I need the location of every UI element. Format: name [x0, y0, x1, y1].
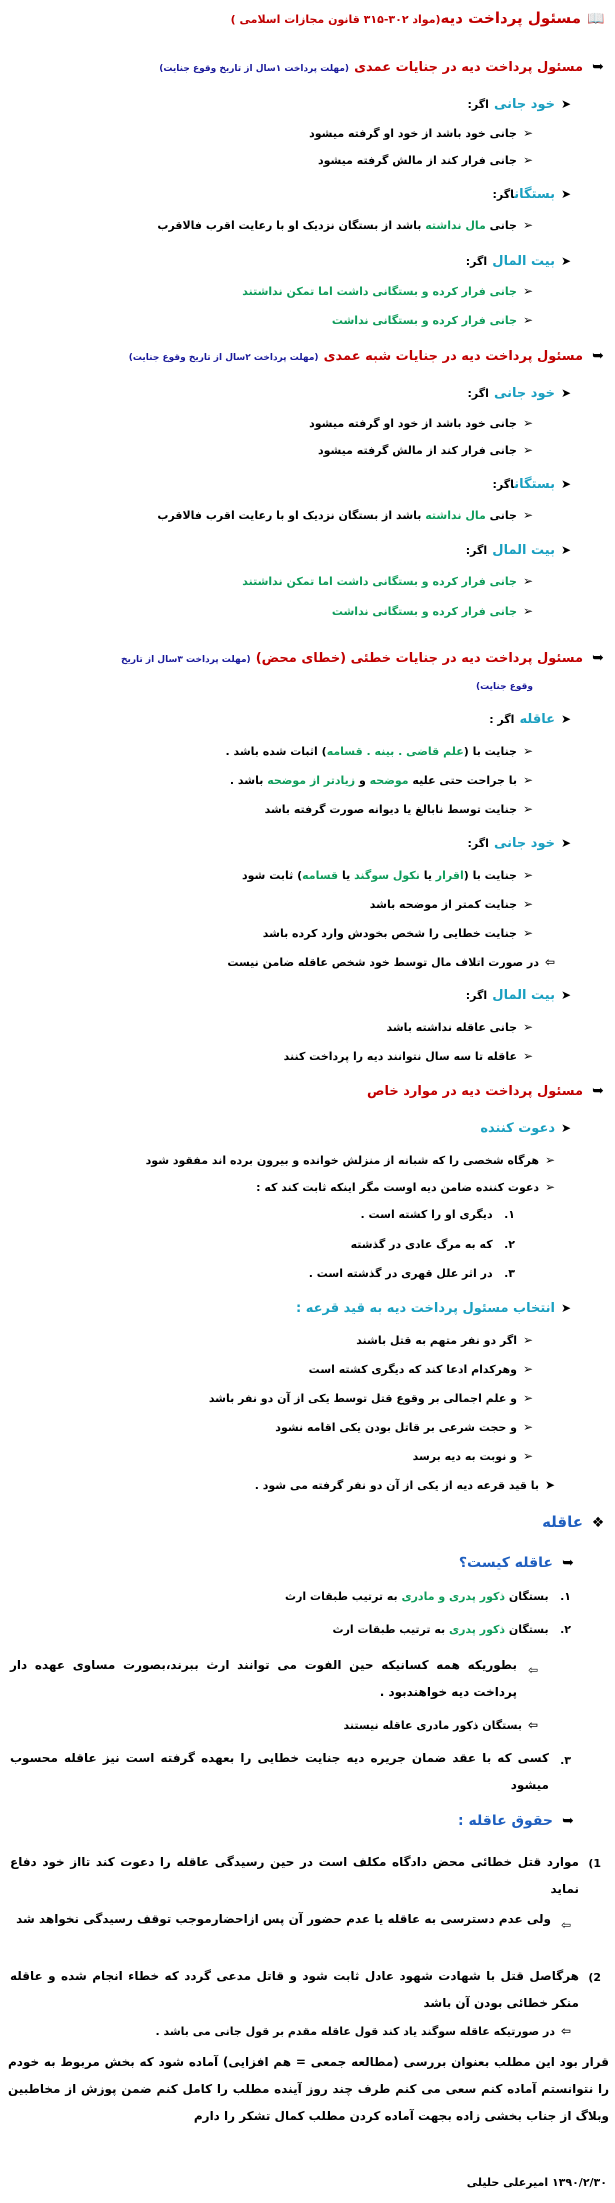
item-text: جانی فرار کند از مالش گرفته میشود	[317, 154, 517, 167]
arrow-left-icon: ⇦	[560, 2024, 572, 2038]
list-item	[0, 218, 535, 232]
page-title: مسئول پرداخت دیه	[440, 9, 581, 27]
perp-label: خود جانی	[493, 97, 555, 112]
bullet-icon: ➢	[522, 868, 534, 882]
section-special	[0, 1080, 607, 1099]
item-highlight: فرار کرده و بستگانی داشت اما تمکن نداشتند	[242, 575, 486, 588]
inviter-label: دعوت کننده	[480, 1121, 555, 1136]
item-highlight: موضحه	[369, 774, 409, 787]
item-number: ۳.	[504, 1267, 515, 1280]
list-item	[0, 1362, 535, 1376]
arrow-left-icon: ⇦	[560, 1918, 572, 1932]
item-text: و نوبت به دیه برسد	[412, 1450, 517, 1463]
paragraph: بطوریکه همه کسانیکه حین الفوت می توانند ارث ببرند،بصورت مساوی عهده دار پرداخت دیه خواهندبود .	[10, 1658, 517, 1699]
item-text: جانی	[489, 219, 517, 232]
item-text: جانی خود باشد از خود او گرفته میشود	[309, 127, 517, 140]
item-text: جنایت کمتر از موضحه باشد	[369, 898, 517, 911]
if-label: اگر:	[467, 98, 489, 111]
item-text: وهرکدام ادعا کند که دیگری کشته است	[308, 1363, 517, 1376]
item-text: با قید قرعه دیه از یکی از آن دو نفر گرفته می شود .	[254, 1479, 539, 1492]
list-item	[0, 744, 535, 758]
heading-text: عاقله کیست؟	[458, 1555, 553, 1571]
item-text: ) اثبات شده باشد .	[225, 745, 327, 758]
list-item	[0, 926, 535, 940]
if-label: اگر:	[492, 188, 515, 201]
aqila-section-heading	[0, 1512, 607, 1531]
heading-text: حقوق عاقله :	[458, 1813, 553, 1829]
item-text: جانی	[489, 509, 517, 522]
item-text: جانی فرار کند از مالش گرفته میشود	[317, 444, 517, 457]
item-highlight: جانی فرار کرده و بستگانی نداشت	[331, 314, 517, 327]
treasury-label: بیت المال	[492, 254, 555, 269]
list-item	[0, 284, 535, 298]
kin-label: بستگان	[514, 477, 555, 492]
item-highlight: ذکور پدری	[449, 1623, 506, 1636]
arrow-right-icon: ➤	[560, 836, 572, 850]
list-item	[0, 1049, 535, 1063]
item-text: در صورتیکه عاقله سوگند یاد کند قول عاقله مقدم بر قول جانی می باشد .	[155, 2025, 555, 2038]
kin-label: بستگان	[514, 187, 555, 202]
item-text: هرگاه شخصی را که شبانه از منزلش خوانده و بیرون برده اند مفقود شود	[145, 1154, 539, 1167]
item-number: ۲.	[504, 1238, 515, 1251]
item-highlight: زیادتر از موضحه	[267, 774, 356, 787]
item-text: جنایت توسط نابالغ یا دیوانه صورت گرفته باشد	[264, 803, 517, 816]
bullet-icon: ➢	[522, 604, 534, 618]
kin-heading	[0, 473, 573, 492]
arrow-left-icon: ⇦	[527, 1663, 539, 1677]
arrow-right-icon: ➤	[560, 386, 572, 400]
perp-heading	[0, 382, 573, 401]
signature: ۱۳۹۰/۲/۳۰ امیرعلی حلیلی	[466, 2176, 607, 2189]
if-label: اگر:	[465, 989, 488, 1002]
arrow-right-icon: ➤	[560, 187, 572, 201]
aqila-label: عاقله	[519, 712, 555, 727]
item-highlight: نکول سوگند	[354, 869, 420, 882]
treasury-label: بیت المال	[492, 988, 555, 1003]
numbered-item	[0, 1623, 571, 1636]
item-text: جنایت با (	[463, 745, 517, 758]
bullet-icon: ➢	[522, 153, 534, 167]
list-item	[0, 1420, 535, 1434]
arrow-right-icon: ➤	[560, 97, 572, 111]
item-text: به ترتیب طبقات ارث	[332, 1623, 446, 1636]
paragraph: ولی عدم دسترسی به عاقله یا عدم حضور آن پس ازاحضارموجب توقف رسیدگی نخواهد شد	[16, 1912, 551, 1926]
treasury-heading	[0, 984, 573, 1003]
bullet-icon: ➢	[522, 1362, 534, 1376]
bullet-icon: ➢	[522, 1420, 534, 1434]
item-number: 2)	[588, 1971, 601, 1984]
section-intentional	[0, 56, 607, 75]
item-text: باشد .	[229, 774, 264, 787]
list-item	[0, 773, 535, 787]
list-item	[0, 1449, 535, 1463]
check-arrow-icon: ➥	[562, 1813, 574, 1829]
item-highlight: فرار کرده و بستگانی داشت اما تمکن نداشتند	[242, 285, 486, 298]
item-text: بستگان ذکور مادری عاقله نیستند	[343, 1719, 522, 1732]
item-text: جنایت خطایی را شخص بخودش وارد کرده باشد	[262, 927, 517, 940]
arrow-left-icon: ➤	[544, 1478, 556, 1492]
list-item	[0, 868, 535, 882]
item-text: که به مرگ عادی در گذشته	[350, 1238, 493, 1251]
if-label: اگر:	[467, 387, 489, 400]
bullet-icon: ➢	[522, 508, 534, 522]
list-item	[0, 153, 535, 167]
arrow-right-icon: ➤	[560, 254, 572, 268]
lottery-heading	[0, 1297, 573, 1316]
lottery-label: انتخاب مسئول پرداخت دیه به قید قرعه :	[296, 1301, 555, 1316]
list-item	[0, 955, 557, 969]
item-number: ۲.	[560, 1623, 571, 1636]
if-label: اگر:	[467, 837, 489, 850]
bullet-icon: ➢	[522, 744, 534, 758]
item-text: به ترتیب طبقات ارث	[285, 1590, 398, 1603]
footer-text: قرار بود این مطلب بعنوان بررسی (مطالعه جمعی = هم افزایی) آماده شود که بخش مربوط به خودم را نتوانستم آماده کنم سعی می کنم طرف چند روز آینده مطلب را کامل کنم ضمن پوزش از مخاطبین وبلاگ از جناب بخشی زاده بجهت آماده کردن مطلب کمال تشکر را دارم	[8, 2055, 609, 2123]
list-item	[0, 313, 535, 327]
item-text: و حجت شرعی بر قاتل بودن یکی اقامه نشود	[275, 1421, 517, 1434]
bullet-icon: ➢	[522, 897, 534, 911]
bullet-icon: ➢	[522, 574, 534, 588]
arrow-right-icon: ➤	[560, 1121, 572, 1135]
item-highlight: علم قاضی . بینه . قسامه	[326, 745, 464, 758]
section-error	[0, 647, 607, 666]
section-semi-intentional	[0, 345, 607, 364]
bullet-icon: ➢	[544, 1180, 556, 1194]
arrow-left-icon: ⇦	[544, 955, 556, 969]
check-arrow-icon: ➥	[592, 348, 604, 364]
numbered-item	[0, 1238, 515, 1251]
heading-text: عاقله	[542, 1513, 583, 1531]
item-text: با جراحت حتی علیه	[412, 774, 517, 787]
bullet-icon: ➢	[522, 802, 534, 816]
list-item	[0, 574, 535, 588]
numbered-item	[0, 1267, 515, 1280]
bullet-icon: ➢	[522, 773, 534, 787]
item-text: دیگری او را کشته است .	[360, 1208, 493, 1221]
item-text: باشد از بستگان نزدیک او با رعایت اقرب فالاقرب	[157, 509, 422, 522]
item-text: جنایت با (	[463, 869, 517, 882]
bullet-icon: ➢	[522, 443, 534, 457]
perp-label: خود جانی	[493, 836, 555, 851]
list-item	[0, 1180, 557, 1194]
item-highlight: اقرار	[435, 869, 464, 882]
numbered-item	[0, 1590, 571, 1603]
four-diamond-icon: ❖	[591, 1515, 605, 1531]
list-item	[0, 508, 535, 522]
list-item	[0, 1153, 557, 1167]
section-title: مسئول پرداخت دیه در جنایات خطئی (خطای محض)	[255, 651, 583, 666]
perp-heading	[0, 93, 573, 112]
item-text: جانی	[489, 575, 517, 588]
treasury-label: بیت المال	[492, 543, 555, 558]
check-arrow-icon: ➥	[592, 1083, 604, 1099]
bullet-icon: ➢	[522, 218, 534, 232]
page-header	[0, 8, 605, 27]
bullet-icon: ➢	[522, 126, 534, 140]
item-text: عاقله تا سه سال نتوانند دیه را پرداخت کنند	[283, 1050, 517, 1063]
item-text: و علم اجمالی بر وقوع قتل توسط یکی از آن دو نفر باشد	[208, 1392, 517, 1405]
bullet-icon: ➢	[522, 1049, 534, 1063]
item-text: باشد از بستگان نزدیک او با رعایت اقرب فالاقرب	[157, 219, 422, 232]
treasury-heading	[0, 250, 573, 269]
item-text: جانی عاقله نداشته باشد	[386, 1021, 517, 1034]
deadline-note: (مهلت پرداخت ۳سال از تاریخ	[120, 655, 251, 665]
item-text: ) ثابت شود	[242, 869, 303, 882]
arrow-right-icon: ➤	[560, 712, 572, 726]
arrow-right-icon: ➤	[560, 543, 572, 557]
who-heading	[0, 1552, 577, 1571]
item-highlight: قسامه	[302, 869, 339, 882]
arrow-right-icon: ➤	[560, 988, 572, 1002]
item-highlight: مال نداشته	[425, 219, 486, 232]
section-title: مسئول پرداخت دیه در جنایات عمدی	[354, 60, 583, 75]
paragraph: هرگاصل قتل با شهادت شهود عادل ثابت شود و قاتل مدعی گردد که خطاء انجام شده و عاقله منکر خطائی بودن آن باشد	[10, 1969, 579, 2010]
inviter-heading	[0, 1117, 573, 1136]
list-item	[0, 126, 535, 140]
bullet-icon: ➢	[522, 416, 534, 430]
rights-heading	[0, 1810, 577, 1829]
item-text: جانی خود باشد از خود او گرفته میشود	[309, 417, 517, 430]
item-number: ۳.	[560, 1754, 571, 1767]
deadline-note-cont: وقوع جنایت)	[476, 682, 533, 692]
bullet-icon: ➢	[522, 1333, 534, 1347]
item-text: و	[358, 774, 366, 787]
numbered-item	[0, 1208, 515, 1221]
bullet-icon: ➢	[522, 284, 534, 298]
list-item	[0, 897, 535, 911]
list-item	[0, 2024, 573, 2038]
list-item	[0, 443, 535, 457]
check-arrow-icon: ➥	[592, 650, 604, 666]
item-text: در اثر علل قهری در گذشته است .	[308, 1267, 493, 1280]
if-label: اگر:	[465, 544, 488, 557]
item-highlight: مال نداشته	[425, 509, 486, 522]
paragraph: کسی که با عقد ضمان جریره دیه جنایت خطایی را بعهده گرفته است نیز عاقله محسوب میشود	[10, 1751, 549, 1792]
item-text: بستگان	[508, 1590, 549, 1603]
list-item	[0, 604, 535, 618]
item-text: اگر دو نفر متهم به قتل باشند	[356, 1334, 517, 1347]
item-text: بستگان	[508, 1623, 549, 1636]
deadline-note: (مهلت پرداخت ۱سال از تاریخ وقوع جنایت)	[159, 64, 350, 74]
bullet-icon: ➢	[522, 1391, 534, 1405]
item-text: یا	[423, 869, 432, 882]
list-item	[0, 1718, 540, 1732]
if-label: اگر:	[465, 255, 488, 268]
check-arrow-icon: ➥	[592, 59, 604, 75]
treasury-heading	[0, 539, 573, 558]
list-item	[0, 1020, 535, 1034]
list-item	[0, 1391, 535, 1405]
list-item	[0, 1478, 557, 1492]
list-item	[0, 416, 535, 430]
law-reference: (مواد ۳۰۲-۳۱۵ قانون مجازات اسلامی )	[230, 13, 441, 26]
arrow-right-icon: ➤	[560, 477, 572, 491]
bullet-icon: ➢	[544, 1153, 556, 1167]
item-highlight: ذکور پدری و مادری	[401, 1590, 506, 1603]
section-title: مسئول پرداخت دیه در جنایات شبه عمدی	[323, 349, 583, 364]
book-icon: 📖	[587, 11, 605, 27]
perp-heading	[0, 832, 573, 851]
item-number: ۱.	[504, 1208, 515, 1221]
bullet-icon: ➢	[522, 1449, 534, 1463]
item-highlight: جانی فرار کرده و بستگانی نداشت	[331, 605, 517, 618]
deadline-note: (مهلت پرداخت ۲سال از تاریخ وقوع جنایت)	[128, 353, 319, 363]
list-item	[0, 802, 535, 816]
item-text: در صورت اتلاف مال توسط خود شخص عاقله ضامن نیست	[227, 956, 539, 969]
item-text: دعوت کننده ضامن دیه اوست مگر اینکه ثابت کند که :	[256, 1181, 539, 1194]
if-label: اگر :	[489, 713, 515, 726]
item-text: جانی	[489, 285, 517, 298]
section-title: مسئول پرداخت دیه در موارد خاص	[366, 1084, 583, 1099]
bullet-icon: ➢	[522, 926, 534, 940]
paragraph: موارد قتل خطائی محض دادگاه مکلف است در حین رسیدگی عاقله را دعوت کند تااز خود دفاع نماید	[10, 1855, 579, 1896]
arrow-right-icon: ➤	[560, 1301, 572, 1315]
bullet-icon: ➢	[522, 313, 534, 327]
item-number: 1)	[588, 1857, 601, 1870]
item-text: یا	[341, 869, 351, 882]
check-arrow-icon: ➥	[562, 1555, 574, 1571]
item-number: ۱.	[560, 1590, 571, 1603]
list-item	[0, 1333, 535, 1347]
bullet-icon: ➢	[522, 1020, 534, 1034]
arrow-left-icon: ⇦	[527, 1718, 539, 1732]
perp-label: خود جانی	[493, 386, 555, 401]
if-label: اگر:	[492, 478, 515, 491]
kin-heading	[0, 183, 573, 202]
aqila-heading	[0, 708, 573, 727]
